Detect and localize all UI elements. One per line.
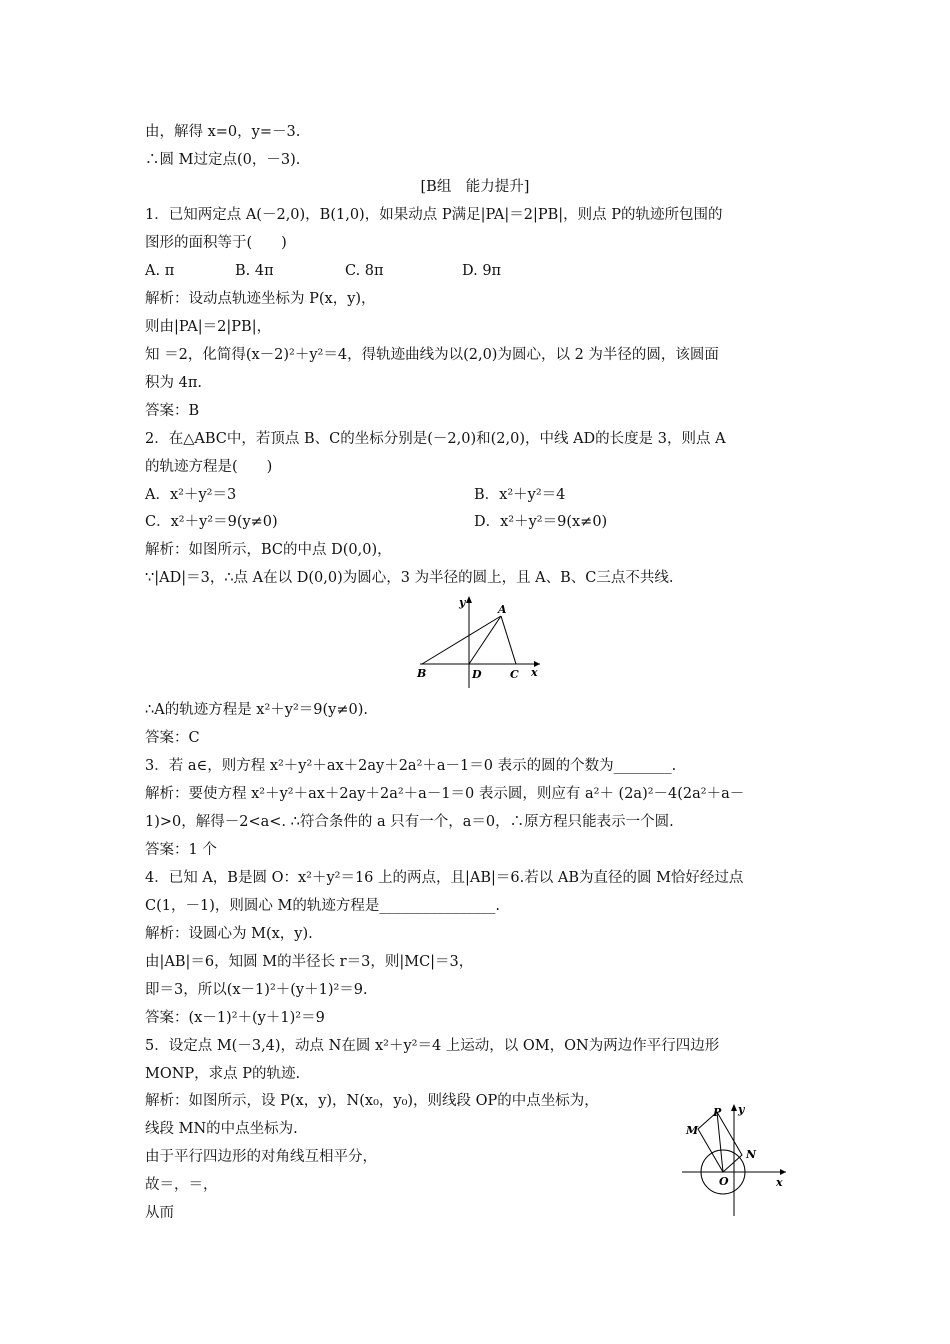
text-line: 则由|PA|＝2|PB|， [145, 319, 272, 335]
text-line: 1)>0，解得－2<a<. ∴符合条件的 a 只有一个，a＝0，∴原方程只能表示一个圆. [145, 814, 674, 830]
option-a: A．x²＋y²＝3 [145, 487, 237, 503]
label-d: D [472, 668, 482, 681]
text-line: 由|AB|＝6，知圆 M的半径长 r＝3，则|MC|＝3， [145, 954, 474, 970]
label-y: y [738, 1103, 745, 1116]
option-a: A. π [145, 263, 175, 279]
answer-line: 答案：C [145, 730, 200, 746]
text-line: ∵|AD|＝3，∴点 A在以 D(0,0)为圆心，3 为半径的圆上，且 A、B、C三点不共线. [145, 570, 674, 586]
text-line: ∴A的轨迹方程是 x²＋y²＝9(y≠0). [145, 702, 369, 718]
option-c: C．x²＋y²＝9(y≠0) [145, 514, 278, 530]
text-line: 的轨迹方程是( ) [145, 459, 273, 475]
text-line: 线段 MN的中点坐标为. [145, 1121, 298, 1137]
question-1: 1．已知两定点 A(－2,0)，B(1,0)，如果动点 P满足|PA|＝2|PB|，则点 P的轨迹所包围的 [145, 207, 723, 223]
option-c: C. 8π [345, 263, 384, 279]
text-line: 故＝，＝， [145, 1177, 218, 1193]
label-n: N [746, 1148, 757, 1161]
side-ba [422, 616, 501, 664]
text-line: 积为 4π. [145, 375, 202, 391]
answer-line: 答案：(x－1)²＋(y＋1)²＝9 [145, 1010, 325, 1026]
text-line: 即＝3，所以(x－1)²＋(y＋1)²＝9. [145, 982, 368, 998]
text-line: MONP，求点 P的轨迹. [145, 1066, 301, 1082]
parallelogram-figure [678, 1098, 790, 1218]
text-line: ∴圆 M过定点(0，－3). [145, 152, 301, 168]
label-a: A [498, 603, 507, 616]
y-axis-arrow [466, 596, 472, 603]
text-line: 解析：要使方程 x²＋y²＋ax＋2ay＋2a²＋a－1＝0 表示圆，则应有 a²＋ (2a)²－4(2a²＋a－ [145, 786, 745, 802]
text-line: 由于平行四边形的对角线互相平分， [145, 1149, 377, 1165]
text-line: 解析：如图所示，BC的中点 D(0,0)， [145, 542, 392, 558]
text-line: C(1，－1)，则圆心 M的轨迹方程是________________. [145, 898, 500, 914]
side-ac [501, 616, 516, 664]
x-axis-arrow [780, 1169, 786, 1175]
label-p: P [713, 1106, 722, 1119]
text-line: 图形的面积等于( ) [145, 235, 287, 251]
question-4: 4．已知 A，B是圆 O：x²＋y²＝16 上的两点，且|AB|＝6.若以 AB为直径的圆 M恰好经过点 [145, 870, 744, 886]
option-b: B. 4π [235, 263, 274, 279]
answer-line: 答案：1 个 [145, 842, 217, 858]
option-b: B．x²＋y²＝4 [474, 487, 566, 503]
answer-line: 答案：B [145, 403, 200, 419]
question-5: 5．设定点 M(－3,4)，动点 N在圆 x²＋y²＝4 上运动，以 OM，ON为两边作平行四边形 [145, 1038, 720, 1054]
label-o: O [719, 1175, 729, 1188]
text-line: 解析：如图所示，设 P(x，y)，N(x₀，y₀)，则线段 OP的中点坐标为， [145, 1093, 599, 1109]
label-x: x [776, 1176, 783, 1189]
question-2: 2．在△ABC中，若顶点 B、C的坐标分别是(－2,0)和(2,0)，中线 AD的长度是 3，则点 A [145, 431, 726, 447]
question-3: 3．若 a∈，则方程 x²＋y²＋ax＋2ay＋2a²＋a－1＝0 表示的圆的个数为________. [145, 758, 677, 774]
text-line: 由，解得 x=0，y=－3. [145, 124, 301, 140]
label-c: C [510, 668, 519, 681]
option-d: D．x²＋y²＝9(x≠0) [474, 514, 608, 530]
text-line: 解析：设圆心为 M(x，y). [145, 926, 313, 942]
median-ad [469, 616, 501, 664]
text-line: 解析：设动点轨迹坐标为 P(x，y)， [145, 291, 376, 307]
text-line: 知 ＝2，化简得(x－2)²＋y²＝4，得轨迹曲线为以(2,0)为圆心，以 2 为半径的圆，该圆面 [145, 347, 719, 363]
section-heading: [B组 能力提升] [420, 179, 530, 195]
y-axis-arrow [731, 1104, 737, 1111]
label-b: B [417, 667, 427, 680]
text-line: 从而 [145, 1205, 174, 1221]
label-y: y [459, 596, 466, 609]
label-x: x [531, 666, 538, 679]
label-m: M [686, 1124, 699, 1137]
option-d: D. 9π [462, 263, 502, 279]
triangle-figure [412, 592, 542, 690]
